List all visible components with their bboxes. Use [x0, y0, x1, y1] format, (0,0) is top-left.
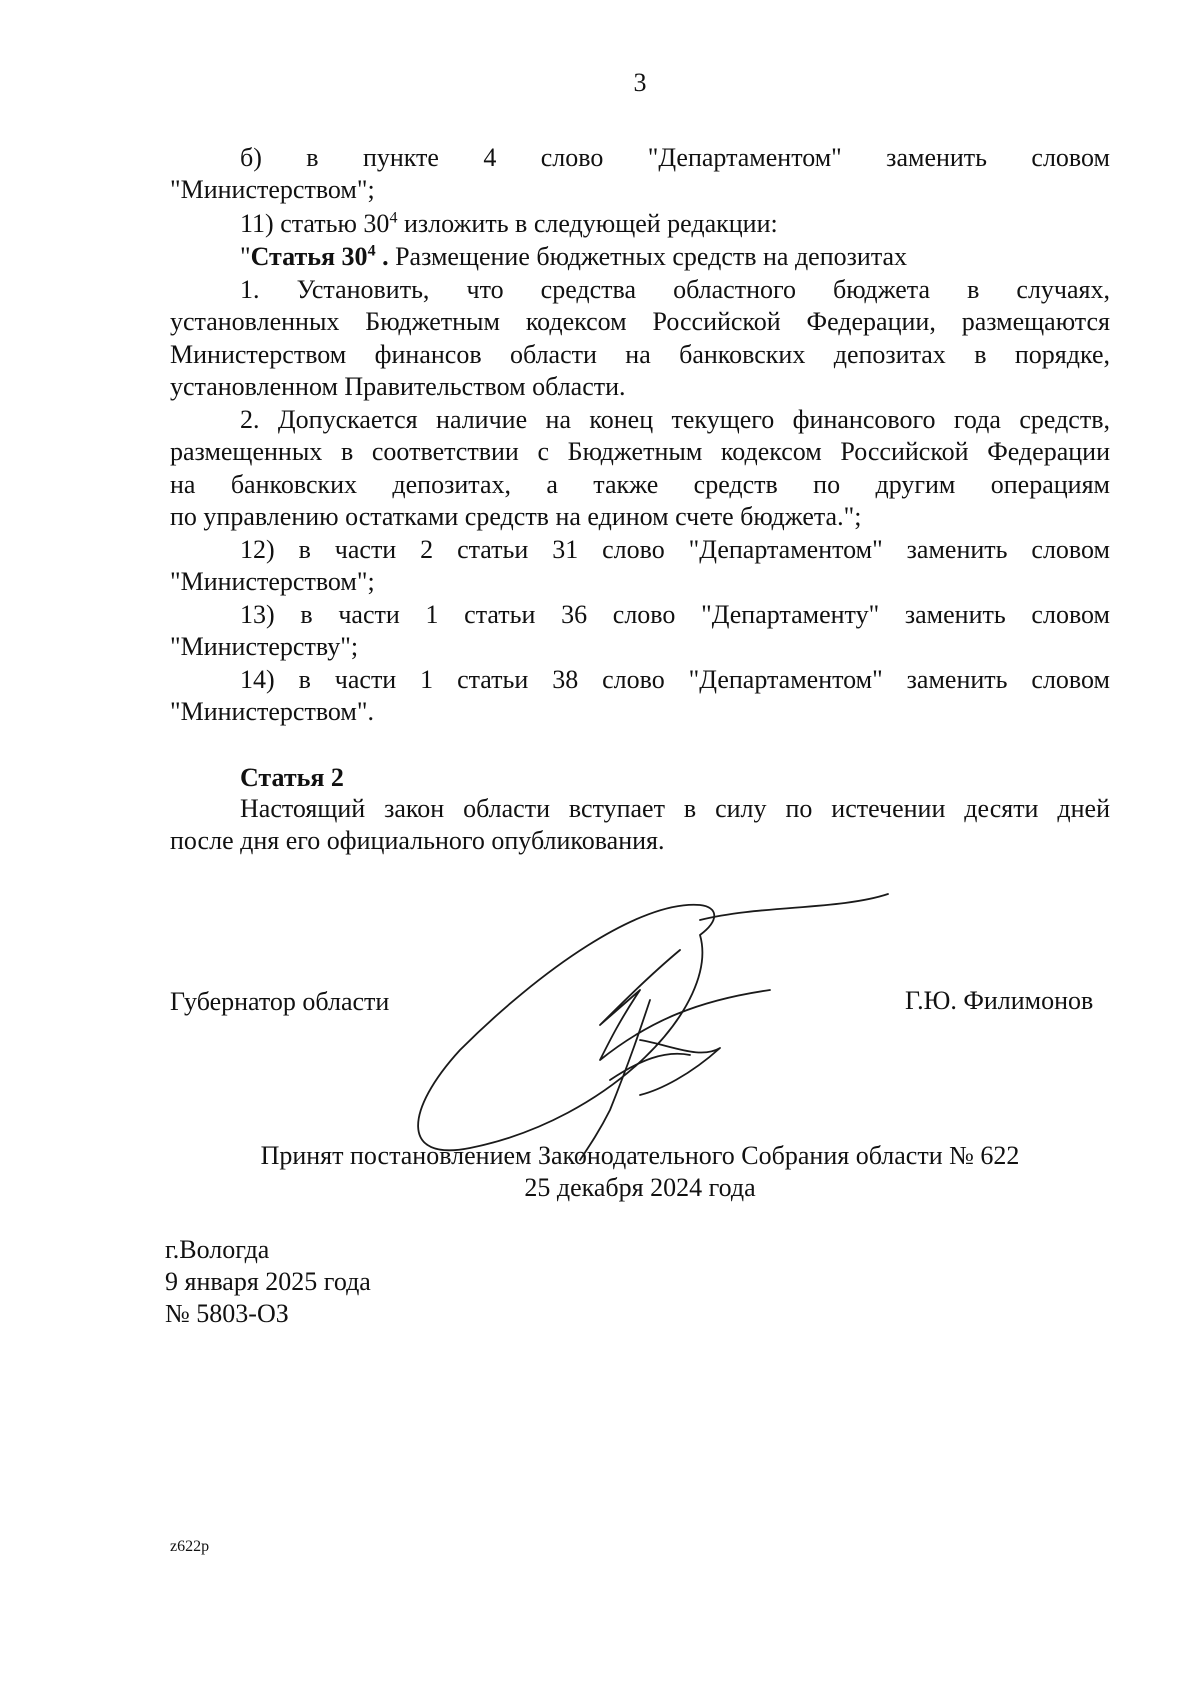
item-12-line1: 12) в части 2 статьи 31 слово "Департаментом" заменить словом: [240, 535, 1110, 564]
item-14-line2: "Министерством".: [170, 697, 374, 726]
page-number: 3: [633, 68, 647, 97]
signature-loop: [418, 905, 714, 1151]
item-11-before: 11) статью 30: [240, 209, 390, 238]
item-11-after: изложить в следующей редакции:: [397, 209, 778, 238]
item-11-sup: 4: [389, 209, 398, 227]
article-30-dot: .: [375, 242, 389, 271]
para-b-line2: "Министерством";: [170, 175, 375, 204]
p1-line3: Министерством финансов области на банковских депозитах в порядке,: [170, 340, 1110, 369]
signature-name: Г.Ю. Филимонов: [905, 986, 1094, 1015]
p1-line1: 1. Установить, что средства областного бюджета в случаях,: [240, 275, 1110, 304]
article-2-line1: Настоящий закон области вступает в силу по истечении десяти дней: [240, 794, 1110, 823]
article-30-sup: 4: [367, 242, 376, 260]
article-30-quote: ": [240, 242, 251, 271]
signature-position: Губернатор области: [170, 987, 390, 1016]
item-13-line2: "Министерству";: [170, 632, 359, 661]
article-30-heading: [240, 241, 907, 273]
p2-line1: 2. Допускается наличие на конец текущего финансового года средств,: [240, 405, 1110, 434]
p1-line4: установленном Правительством области.: [170, 372, 626, 401]
item-14-line1: 14) в части 1 статьи 38 слово "Департаментом" заменить словом: [240, 665, 1110, 694]
p2-line3: на банковских депозитах, а также средств по другим операциям: [170, 470, 1110, 499]
p2-line4: по управлению остатками средств на едином счете бюджета.";: [170, 502, 862, 531]
article-2-heading: Статья 2: [240, 763, 344, 792]
item-11: [240, 208, 778, 240]
place-city: г.Вологда: [165, 1235, 270, 1264]
adopted-line1: Принят постановлением Законодательного Собрания области № 622: [260, 1141, 1020, 1170]
item-13-line1: 13) в части 1 статьи 36 слово "Департаменту" заменить словом: [240, 600, 1110, 629]
law-number: № 5803-ОЗ: [165, 1299, 289, 1328]
article-30-title: Статья 30: [250, 242, 368, 271]
para-b-line1: б) в пункте 4 слово "Департаментом" заменить словом: [240, 143, 1110, 172]
place-date: 9 января 2025 года: [165, 1267, 371, 1296]
signature-tail: [700, 894, 888, 920]
item-12-line2: "Министерством";: [170, 567, 375, 596]
signature-strokes: [600, 950, 770, 1060]
p1-line2: установленных Бюджетным кодексом Российской Федерации, размещаются: [170, 307, 1110, 336]
article-30-rest: Размещение бюджетных средств на депозитах: [388, 242, 908, 271]
p2-line2: размещенных в соответствии с Бюджетным кодексом Российской Федерации: [170, 437, 1110, 466]
article-2-line2: после дня его официального опубликования.: [170, 826, 665, 855]
adopted-line2: 25 декабря 2024 года: [524, 1173, 756, 1202]
footer-code: z622p: [170, 1538, 210, 1555]
